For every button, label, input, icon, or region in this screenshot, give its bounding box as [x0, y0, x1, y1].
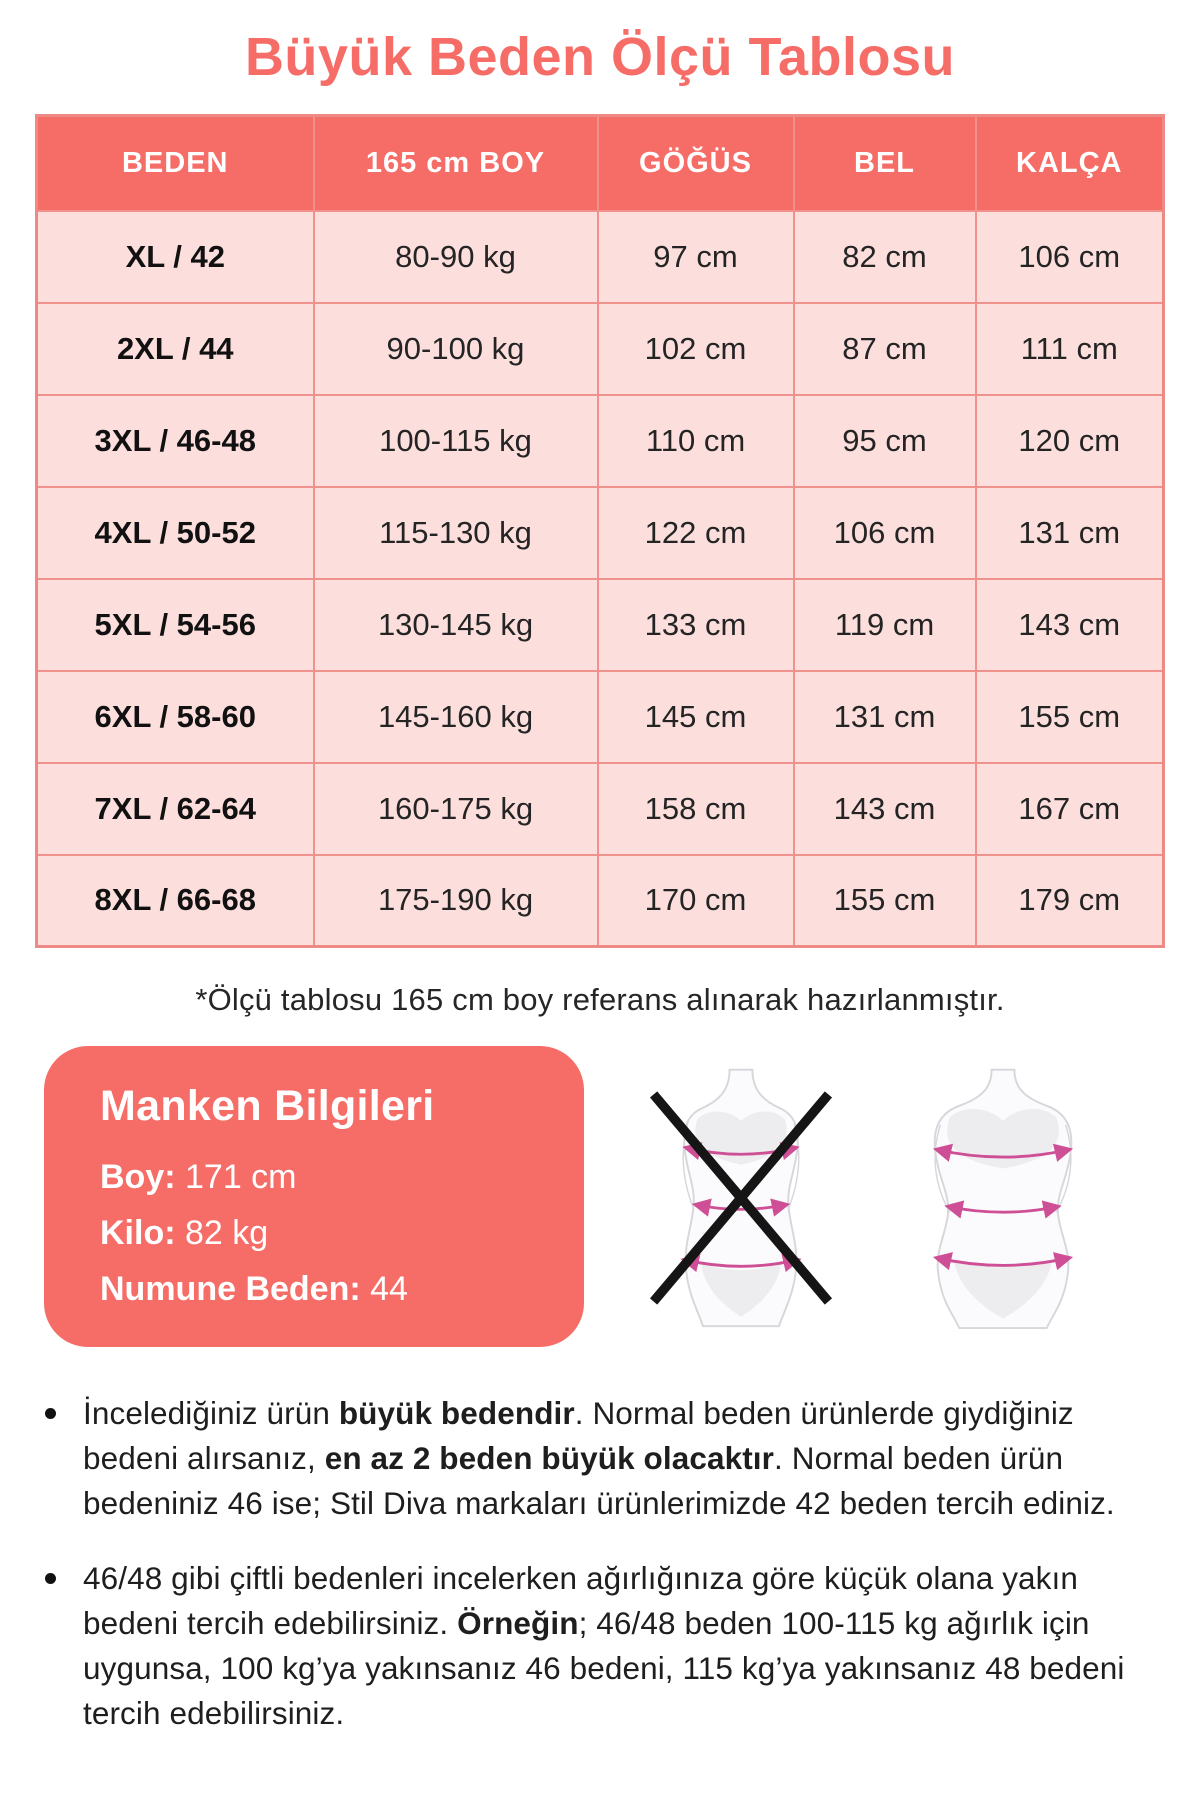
column-header: BEL	[794, 116, 976, 211]
model-info-section	[44, 1046, 1160, 1347]
model-info-fields	[100, 1149, 554, 1317]
size-cell: 7XL / 62-64	[37, 763, 314, 855]
page-title: Büyük Beden Ölçü Tablosu	[244, 27, 956, 87]
size-cell: XL / 42	[37, 211, 314, 303]
info-bullets	[40, 1391, 1150, 1736]
measure-cell: 119 cm	[794, 579, 976, 671]
bullet-item	[40, 1391, 1150, 1526]
measure-cell: 131 cm	[794, 671, 976, 763]
size-cell: 8XL / 66-68	[37, 855, 314, 947]
measure-cell: 87 cm	[794, 303, 976, 395]
size-table-body	[37, 211, 1164, 947]
model-field-label: Boy:	[100, 1158, 176, 1196]
column-header: 165 cm BOY	[314, 116, 598, 211]
measure-cell: 179 cm	[976, 855, 1164, 947]
column-header: KALÇA	[976, 116, 1164, 211]
model-field: Kilo: 82 kg	[100, 1214, 269, 1252]
model-field-label: Numune Beden:	[100, 1270, 361, 1308]
measure-cell: 82 cm	[794, 211, 976, 303]
measure-cell: 110 cm	[598, 395, 794, 487]
measure-cell: 90-100 kg	[314, 303, 598, 395]
measure-cell: 145 cm	[598, 671, 794, 763]
bullet-dot	[45, 1573, 56, 1584]
table-row	[37, 211, 1164, 303]
model-info-card	[44, 1046, 584, 1347]
table-footnote: *Ölçü tablosu 165 cm boy referans alınarak hazırlanmıştır.	[195, 982, 1005, 1017]
measure-cell: 97 cm	[598, 211, 794, 303]
size-cell: 6XL / 58-60	[37, 671, 314, 763]
measure-cell: 106 cm	[794, 487, 976, 579]
measure-cell: 143 cm	[794, 763, 976, 855]
measure-cell: 106 cm	[976, 211, 1164, 303]
table-row	[37, 855, 1164, 947]
bullet-text: 46/48 gibi çiftli bedenleri incelerken ağırlığınıza göre küçük olana yakın bedeni tercih edebilirsiniz. Örneğin; 46/48 beden 100-115 kg ağırlık için uygunsa, 100 kg’ya yakınsanız 46 bedeni, 115 kg’ya yakınsanız 48 bedeni tercih edebilirsiniz.	[83, 1560, 1125, 1731]
table-row	[37, 579, 1164, 671]
size-table	[35, 114, 1165, 948]
measure-cell: 145-160 kg	[314, 671, 598, 763]
measure-cell: 158 cm	[598, 763, 794, 855]
measure-cell: 155 cm	[976, 671, 1164, 763]
measure-cell: 170 cm	[598, 855, 794, 947]
bullet-text: İncelediğiniz ürün büyük bedendir. Normal beden ürünlerde giydiğiniz bedeni alırsanız, en az 2 beden büyük olacaktır. Normal beden ürün bedeniniz 46 ise; Stil Diva markaları ürünlerimizde 42 beden tercih ediniz.	[83, 1395, 1115, 1521]
measure-cell: 131 cm	[976, 487, 1164, 579]
measure-cell: 122 cm	[598, 487, 794, 579]
column-header: GÖĞÜS	[598, 116, 794, 211]
measure-cell: 133 cm	[598, 579, 794, 671]
measure-cell: 111 cm	[976, 303, 1164, 395]
measure-cell: 143 cm	[976, 579, 1164, 671]
model-field: Numune Beden: 44	[100, 1270, 408, 1308]
table-row	[37, 671, 1164, 763]
measure-cell: 100-115 kg	[314, 395, 598, 487]
size-cell: 2XL / 44	[37, 303, 314, 395]
table-row	[37, 395, 1164, 487]
measure-cell: 95 cm	[794, 395, 976, 487]
plus-size-body-icon	[904, 1064, 1102, 1330]
model-field-label: Kilo:	[100, 1214, 176, 1252]
measure-cell: 80-90 kg	[314, 211, 598, 303]
measure-cell: 130-145 kg	[314, 579, 598, 671]
size-cell: 4XL / 50-52	[37, 487, 314, 579]
bullet-dot	[45, 1408, 56, 1419]
measure-cell: 160-175 kg	[314, 763, 598, 855]
measure-cell: 167 cm	[976, 763, 1164, 855]
bullet-item	[40, 1556, 1150, 1736]
model-info-title: Manken Bilgileri	[100, 1082, 435, 1130]
model-field: Boy: 171 cm	[100, 1158, 297, 1196]
measure-cell: 155 cm	[794, 855, 976, 947]
size-table-header-row	[37, 116, 1164, 211]
measure-cell: 115-130 kg	[314, 487, 598, 579]
size-cell: 5XL / 54-56	[37, 579, 314, 671]
crossed-out-slim-body-icon	[642, 1064, 840, 1330]
column-header: BEDEN	[37, 116, 314, 211]
table-row	[37, 303, 1164, 395]
table-row	[37, 763, 1164, 855]
table-row	[37, 487, 1164, 579]
measure-cell: 120 cm	[976, 395, 1164, 487]
size-cell: 3XL / 46-48	[37, 395, 314, 487]
measure-cell: 175-190 kg	[314, 855, 598, 947]
fit-figures	[584, 1064, 1160, 1330]
measure-cell: 102 cm	[598, 303, 794, 395]
